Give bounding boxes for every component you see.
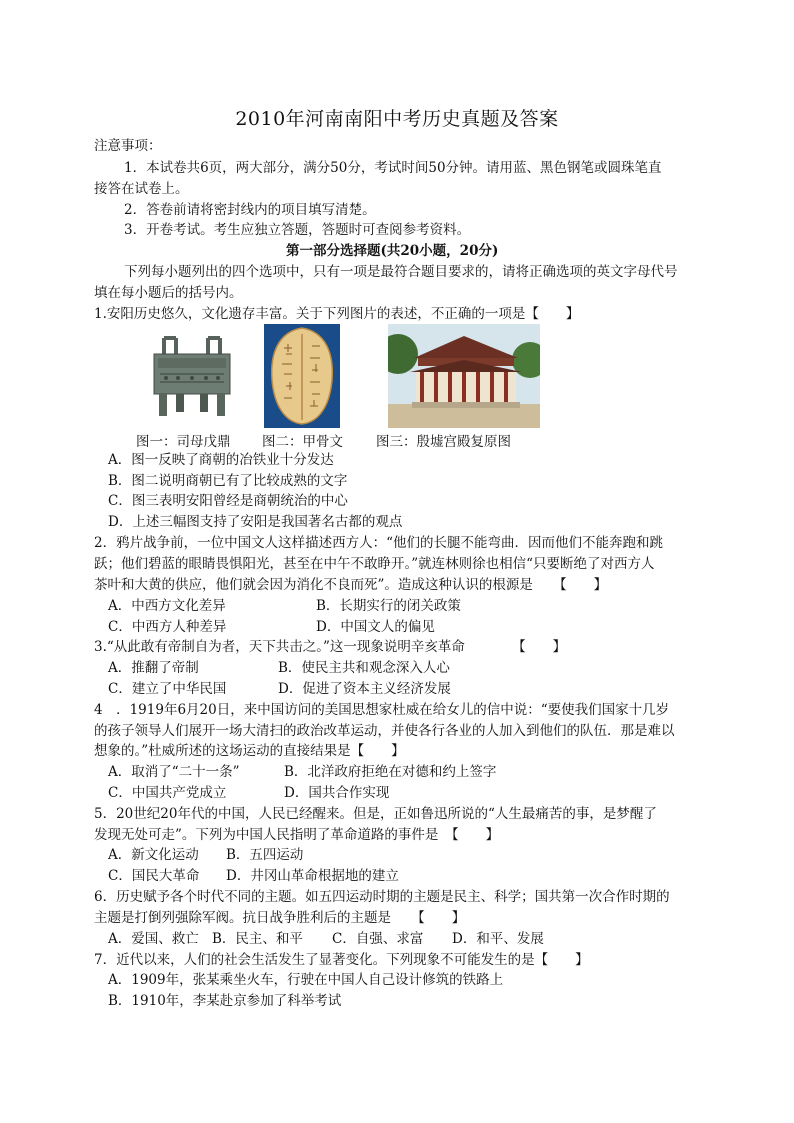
q4-option-d: D．国共合作实现 [284,785,390,801]
q2-option-b: B．长期实行的闭关政策 [316,598,461,614]
q3-option-c: C．建立了中华民国 [108,681,227,697]
notice-item-1-cont: 接答在试卷上。 [94,181,189,197]
q4-stem-cont-1: 的孩子领导人们展开一场大清扫的政治改革运动，并使各行各业的人加入到他们的队伍．那是难以 [94,723,675,739]
q2-option-c: C．中西方人种差异 [108,619,227,635]
q6-option-b: B．民主、和平 [212,931,303,947]
q2-option-d: D．中国文人的偏见 [316,619,435,635]
q4-stem: 4 ．1919年6月20日，来中国访问的美国思想家杜威在给女儿的信中说：“要使我们国家十几岁 [94,702,670,718]
q1-stem: 1.安阳历史悠久，文化遗存丰富。关于下列图片的表述，不正确的一项是【 】 [94,306,580,322]
q4-option-a: A．取消了“二十一条” [108,764,240,780]
q1-option-a: A．图一反映了商朝的冶铁业十分发达 [108,452,334,468]
q4-option-b: B．北洋政府拒绝在对德和约上签字 [284,764,497,780]
q4-stem-cont-2: 想象的。”杜威所述的这场运动的直接结果是【 】 [94,743,405,759]
q6-option-c: C．自强、求富 [332,931,424,947]
q2-stem-cont-1: 跃；他们碧蓝的眼睛畏惧阳光，甚至在中午不敢睁开。”就连林则徐也相信“只要断绝了对西方人 [94,556,655,572]
notice-item-2: 2．答卷前请将密封线内的项目填写清楚。 [124,202,376,218]
notice-heading: 注意事项： [94,138,162,154]
q3-option-a: A．推翻了帝制 [108,660,199,676]
oracle-bone-image [264,324,340,428]
q7-stem: 7．近代以来，人们的社会生活发生了显著变化。下列现象不可能发生的是【 】 [94,952,589,968]
figure-2-caption: 图二：甲骨文 [262,434,343,450]
q2-option-a: A．中西方文化差异 [108,598,226,614]
notice-item-3: 3．开卷考试。考生应独立答题，答题时可查阅参考资料。 [124,222,471,238]
q3-stem: 3.“从此敢有帝制自为者，天下共击之。”这一现象说明辛亥革命 【 】 [94,639,567,655]
q5-option-c: C．国民大革命 [108,868,200,884]
q2-stem: 2．鸦片战争前，一位中国文人这样描述西方人：“他们的长腿不能弯曲．因而他们不能奔跑和跳 [94,535,663,551]
q6-option-d: D．和平、发展 [452,931,544,947]
q5-option-b: B．五四运动 [226,847,304,863]
yinxu-palace-image [388,324,540,428]
q7-option-a: A．1909年，张某乘坐火车，行驶在中国人自己设计修筑的铁路上 [108,972,504,988]
q3-option-b: B．使民主共和观念深入人心 [278,660,450,676]
q5-stem: 5．20世纪20年代的中国，人民已经醒来。但是，正如鲁迅所说的“人生最痛苦的事，是梦醒了 [94,806,657,822]
notice-item-1: 1．本试卷共6页，两大部分，满分50分，考试时间50分钟。请用蓝、黑色钢笔或圆珠笔直 [124,160,662,176]
q6-option-a: A．爱国、救亡 [108,931,199,947]
q6-stem-cont: 主题是打倒列强除军阀。抗日战争胜利后的主题是 【 】 [94,910,466,926]
section-heading: 第一部分选择题(共20小题，20分) [286,243,499,259]
q2-stem-cont-2: 茶叶和大黄的供应，他们就会因为消化不良而死”。造成这种认识的根源是 【 】 [94,577,608,593]
q5-option-d: D．井冈山革命根据地的建立 [226,868,399,884]
q1-option-d: D．上述三幅图支持了安阳是我国著名古都的观点 [108,514,403,530]
page-title: 2010年河南南阳中考历史真题及答案 [235,108,559,130]
q6-stem: 6．历史赋予各个时代不同的主题。如五四运动时期的主题是民主、科学；国共第一次合作时期的 [94,889,670,905]
q5-stem-cont: 发现无处可走”。下列为中国人民指明了革命道路的事件是 【 】 [94,827,500,843]
q4-option-c: C．中国共产党成立 [108,785,227,801]
figure-1-caption: 图一：司母戊鼎 [136,434,231,450]
q3-option-d: D．促进了资本主义经济发展 [278,681,451,697]
section-intro-cont: 填在每小题后的括号内。 [94,285,243,301]
q1-option-c: C．图三表明安阳曾经是商朝统治的中心 [108,493,348,509]
q1-option-b: B．图二说明商朝已有了比较成熟的文字 [108,473,348,489]
q7-option-b: B．1910年，李某赴京参加了科举考试 [108,993,342,1009]
figure-3-caption: 图三：殷墟宫殿复原图 [376,434,511,450]
q5-option-a: A．新文化运动 [108,847,199,863]
section-intro: 下列每小题列出的四个选项中，只有一项是最符合题目要求的，请将正确选项的英文字母代号 [124,264,678,280]
bronze-ding-image [146,330,238,422]
